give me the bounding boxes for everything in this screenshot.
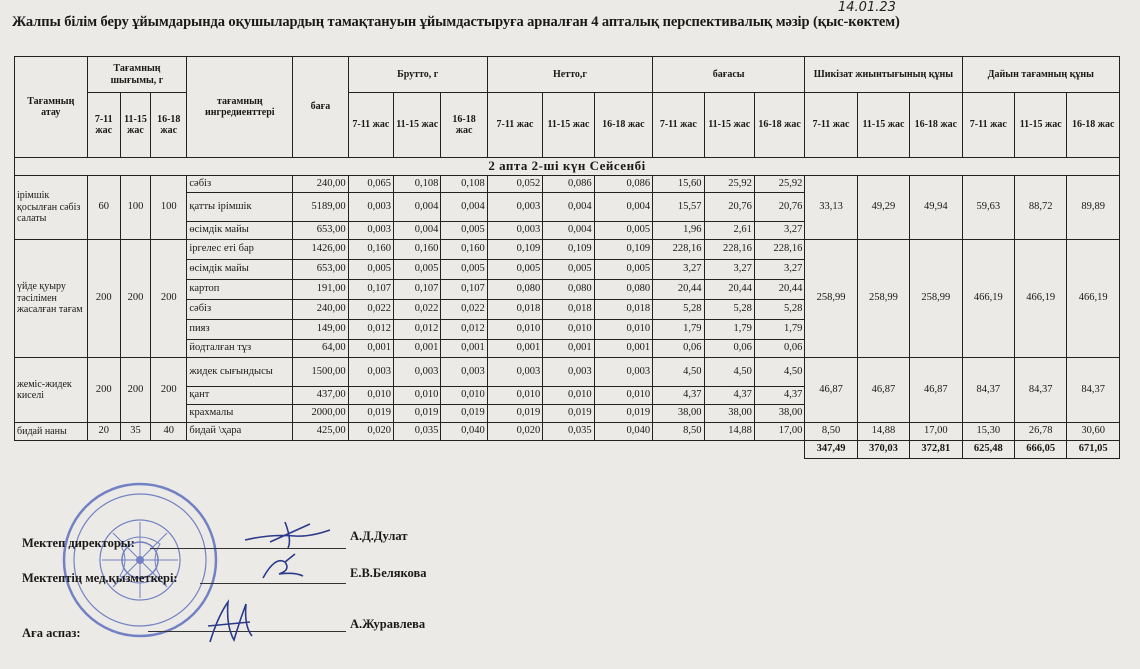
menu-table: [14, 56, 1120, 459]
ingredient-name: йодталған тұз: [187, 340, 293, 358]
age-header-cost: 16-18 жас: [754, 93, 804, 158]
cost-value: 5,28: [653, 300, 704, 320]
brutto-value: 0,003: [348, 358, 393, 387]
cost-value: 25,92: [754, 176, 804, 193]
dish-name: ірімшік қосылған сәбіз салаты: [15, 176, 88, 240]
netto-value: 0,019: [594, 405, 652, 423]
cost-value: 20,76: [704, 193, 754, 222]
cost-value: 14,88: [704, 423, 754, 441]
section-row: [15, 158, 1120, 176]
header-ready-price: Дайын тағамның құны: [962, 57, 1119, 93]
cost-value: 25,92: [704, 176, 754, 193]
ingredient-name: жидек сығындысы: [187, 358, 293, 387]
netto-value: 0,010: [594, 387, 652, 405]
total-ready-price: 666,05: [1015, 441, 1067, 459]
dish-yield: 100: [120, 176, 150, 240]
brutto-value: 0,022: [348, 300, 393, 320]
dish-name: үйде қуыру тәсілімен жасалған тағам: [15, 240, 88, 358]
netto-value: 0,018: [543, 300, 594, 320]
table-row: [15, 176, 1120, 193]
dish-yield: 40: [151, 423, 187, 441]
ingredient-name: пияз: [187, 320, 293, 340]
cost-value: 20,44: [704, 280, 754, 300]
cost-value: 4,50: [704, 358, 754, 387]
raw-total-value: 258,99: [857, 240, 909, 358]
age-header-yield: 16-18 жас: [151, 93, 187, 158]
cost-value: 3,27: [754, 260, 804, 280]
ingredient-price: 240,00: [293, 300, 348, 320]
raw-total-value: 14,88: [857, 423, 909, 441]
netto-value: 0,020: [487, 423, 542, 441]
netto-value: 0,109: [543, 240, 594, 260]
cost-value: 0,06: [704, 340, 754, 358]
age-header-ready-price: 11-15 жас: [1015, 93, 1067, 158]
ingredient-price: 425,00: [293, 423, 348, 441]
brutto-value: 0,040: [441, 423, 487, 441]
brutto-value: 0,022: [394, 300, 441, 320]
netto-value: 0,018: [487, 300, 542, 320]
director-signature-icon: [240, 512, 340, 552]
raw-total-value: 258,99: [805, 240, 857, 358]
netto-value: 0,040: [594, 423, 652, 441]
age-header-ready-price: 7-11 жас: [962, 93, 1014, 158]
ingredient-name: сәбіз: [187, 176, 293, 193]
brutto-value: 0,010: [441, 387, 487, 405]
cost-value: 4,50: [754, 358, 804, 387]
cost-value: 20,44: [754, 280, 804, 300]
header-price: бағa: [293, 57, 348, 158]
raw-total-value: 258,99: [910, 240, 962, 358]
ready-price-value: 466,19: [1015, 240, 1067, 358]
cost-value: 1,79: [653, 320, 704, 340]
brutto-value: 0,035: [394, 423, 441, 441]
ready-price-value: 84,37: [962, 358, 1014, 423]
brutto-value: 0,005: [441, 222, 487, 240]
netto-value: 0,019: [543, 405, 594, 423]
brutto-value: 0,108: [441, 176, 487, 193]
netto-value: 0,080: [487, 280, 542, 300]
netto-value: 0,003: [487, 358, 542, 387]
cost-value: 3,27: [704, 260, 754, 280]
age-header-brutto: 16-18 жас: [441, 93, 487, 158]
cost-value: 3,27: [754, 222, 804, 240]
brutto-value: 0,065: [348, 176, 393, 193]
total-raw-total: 347,49: [805, 441, 857, 459]
cost-value: 38,00: [653, 405, 704, 423]
raw-total-value: 49,29: [857, 176, 909, 240]
ingredient-name: қант: [187, 387, 293, 405]
cost-value: 20,76: [754, 193, 804, 222]
brutto-value: 0,003: [441, 358, 487, 387]
netto-value: 0,010: [487, 387, 542, 405]
medic-label: Мектептің мед.қызметкері:: [22, 571, 178, 585]
totals-spacer: [15, 441, 805, 459]
brutto-value: 0,108: [394, 176, 441, 193]
dish-yield: 200: [151, 358, 187, 423]
cost-value: 15,60: [653, 176, 704, 193]
brutto-value: 0,160: [348, 240, 393, 260]
age-header-ready-price: 16-18 жас: [1067, 93, 1120, 158]
age-header-netto: 11-15 жас: [543, 93, 594, 158]
ready-price-value: 466,19: [1067, 240, 1120, 358]
ready-price-value: 84,37: [1015, 358, 1067, 423]
brutto-value: 0,160: [441, 240, 487, 260]
netto-value: 0,018: [594, 300, 652, 320]
brutto-value: 0,003: [348, 222, 393, 240]
brutto-value: 0,004: [394, 193, 441, 222]
ready-price-value: 88,72: [1015, 176, 1067, 240]
ready-price-value: 59,63: [962, 176, 1014, 240]
ingredient-price: 191,00: [293, 280, 348, 300]
netto-value: 0,035: [543, 423, 594, 441]
ingredient-price: 240,00: [293, 176, 348, 193]
ready-price-value: 26,78: [1015, 423, 1067, 441]
ingredient-name: өсімдік майы: [187, 222, 293, 240]
cost-value: 38,00: [704, 405, 754, 423]
netto-value: 0,003: [487, 193, 542, 222]
cost-value: 228,16: [704, 240, 754, 260]
brutto-value: 0,020: [348, 423, 393, 441]
dish-name: бидай наны: [15, 423, 88, 441]
brutto-value: 0,005: [441, 260, 487, 280]
ingredient-name: сәбіз: [187, 300, 293, 320]
raw-total-value: 46,87: [805, 358, 857, 423]
document-title: Жалпы білім беру ұйымдарында оқушылардың тамақтануын ұйымдастыруға арналған 4 апталық перспективалық мәзір (қыс-көктем): [12, 14, 900, 30]
age-header-brutto: 11-15 жас: [394, 93, 441, 158]
brutto-value: 0,012: [441, 320, 487, 340]
ingredient-price: 653,00: [293, 222, 348, 240]
ingredient-name: өсімдік майы: [187, 260, 293, 280]
brutto-value: 0,019: [394, 405, 441, 423]
netto-value: 0,003: [487, 222, 542, 240]
brutto-value: 0,005: [394, 260, 441, 280]
brutto-value: 0,107: [441, 280, 487, 300]
cost-value: 2,61: [704, 222, 754, 240]
ingredient-price: 149,00: [293, 320, 348, 340]
cost-value: 15,57: [653, 193, 704, 222]
handwritten-date: 14.01.23: [838, 0, 896, 15]
netto-value: 0,010: [543, 320, 594, 340]
ingredient-name: қатты ірімшік: [187, 193, 293, 222]
brutto-value: 0,003: [348, 193, 393, 222]
netto-value: 0,052: [487, 176, 542, 193]
ingredient-price: 653,00: [293, 260, 348, 280]
cost-value: 0,06: [754, 340, 804, 358]
cost-value: 3,27: [653, 260, 704, 280]
ingredient-price: 5189,00: [293, 193, 348, 222]
brutto-value: 0,107: [394, 280, 441, 300]
cost-value: 1,79: [754, 320, 804, 340]
table-row: [15, 358, 1120, 387]
brutto-value: 0,019: [348, 405, 393, 423]
netto-value: 0,004: [594, 193, 652, 222]
total-raw-total: 370,03: [857, 441, 909, 459]
netto-value: 0,080: [594, 280, 652, 300]
dish-yield: 200: [120, 358, 150, 423]
netto-value: 0,019: [487, 405, 542, 423]
ready-price-value: 466,19: [962, 240, 1014, 358]
dish-yield: 200: [151, 240, 187, 358]
cost-value: 228,16: [653, 240, 704, 260]
cost-value: 1,96: [653, 222, 704, 240]
netto-value: 0,003: [594, 358, 652, 387]
netto-value: 0,001: [487, 340, 542, 358]
age-group-header-row: [15, 93, 1120, 158]
netto-value: 0,010: [543, 387, 594, 405]
cost-value: 38,00: [754, 405, 804, 423]
netto-value: 0,005: [594, 222, 652, 240]
ingredient-price: 2000,00: [293, 405, 348, 423]
ready-price-value: 30,60: [1067, 423, 1120, 441]
ready-price-value: 84,37: [1067, 358, 1120, 423]
netto-value: 0,080: [543, 280, 594, 300]
netto-value: 0,001: [543, 340, 594, 358]
ingredient-price: 64,00: [293, 340, 348, 358]
brutto-value: 0,010: [394, 387, 441, 405]
header-cost: бағасы: [653, 57, 805, 93]
header-netto: Нетто,г: [487, 57, 652, 93]
total-ready-price: 625,48: [962, 441, 1014, 459]
header-brutto: Брутто, г: [348, 57, 487, 93]
brutto-value: 0,160: [394, 240, 441, 260]
ingredient-price: 1426,00: [293, 240, 348, 260]
dish-yield: 20: [87, 423, 120, 441]
dish-yield: 100: [151, 176, 187, 240]
netto-value: 0,004: [543, 222, 594, 240]
raw-total-value: 49,94: [910, 176, 962, 240]
age-header-yield: 11-15 жас: [120, 93, 150, 158]
total-raw-total: 372,81: [910, 441, 962, 459]
medic-signature-icon: [255, 550, 315, 584]
raw-total-value: 46,87: [910, 358, 962, 423]
netto-value: 0,086: [594, 176, 652, 193]
brutto-value: 0,012: [394, 320, 441, 340]
brutto-value: 0,010: [348, 387, 393, 405]
age-header-raw-total: 11-15 жас: [857, 93, 909, 158]
age-header-brutto: 7-11 жас: [348, 93, 393, 158]
dish-yield: 35: [120, 423, 150, 441]
totals-row: [15, 441, 1120, 459]
netto-value: 0,109: [487, 240, 542, 260]
dish-yield: 200: [87, 240, 120, 358]
table-row: [15, 423, 1120, 441]
netto-value: 0,086: [543, 176, 594, 193]
brutto-value: 0,003: [394, 358, 441, 387]
school-stamp-icon: [60, 480, 220, 640]
table-row: [15, 240, 1120, 260]
cost-value: 5,28: [704, 300, 754, 320]
netto-value: 0,010: [594, 320, 652, 340]
header-yield: Тағамның шығымы, г: [87, 57, 187, 93]
ready-price-value: 15,30: [962, 423, 1014, 441]
age-header-netto: 16-18 жас: [594, 93, 652, 158]
age-header-netto: 7-11 жас: [487, 93, 542, 158]
netto-value: 0,001: [594, 340, 652, 358]
cost-value: 8,50: [653, 423, 704, 441]
brutto-value: 0,005: [348, 260, 393, 280]
dish-name: жеміс-жидек киселі: [15, 358, 88, 423]
age-header-raw-total: 16-18 жас: [910, 93, 962, 158]
brutto-value: 0,022: [441, 300, 487, 320]
age-header-cost: 11-15 жас: [704, 93, 754, 158]
cost-value: 5,28: [754, 300, 804, 320]
director-name: А.Д.Дулат: [350, 529, 408, 543]
raw-total-value: 33,13: [805, 176, 857, 240]
dish-yield: 200: [87, 358, 120, 423]
ingredient-name: картоп: [187, 280, 293, 300]
cost-value: 20,44: [653, 280, 704, 300]
ingredient-name: іргелес еті бар: [187, 240, 293, 260]
ingredient-price: 437,00: [293, 387, 348, 405]
total-ready-price: 671,05: [1067, 441, 1120, 459]
brutto-value: 0,001: [348, 340, 393, 358]
netto-value: 0,005: [594, 260, 652, 280]
cost-value: 4,37: [754, 387, 804, 405]
dish-yield: 60: [87, 176, 120, 240]
dish-yield: 200: [120, 240, 150, 358]
ingredient-name: бидай \ҳара: [187, 423, 293, 441]
brutto-value: 0,001: [441, 340, 487, 358]
chef-name: А.Журавлева: [350, 617, 426, 631]
ingredient-name: крахмалы: [187, 405, 293, 423]
chef-label: Аға аспаз:: [22, 626, 81, 640]
cost-value: 0,06: [653, 340, 704, 358]
header-raw-total: Шикізат жиынтығының құны: [805, 57, 962, 93]
director-label: Мектеп директоры:: [22, 536, 135, 550]
raw-total-value: 46,87: [857, 358, 909, 423]
brutto-value: 0,004: [394, 222, 441, 240]
netto-value: 0,010: [487, 320, 542, 340]
ready-price-value: 89,89: [1067, 176, 1120, 240]
brutto-value: 0,004: [441, 193, 487, 222]
header-ingredients: тағамның ингредиенттері: [187, 57, 293, 158]
medic-name: Е.В.Белякова: [350, 566, 427, 580]
raw-total-value: 8,50: [805, 423, 857, 441]
header-dish-name: Тағамның атау: [15, 57, 88, 158]
brutto-value: 0,107: [348, 280, 393, 300]
netto-value: 0,003: [543, 358, 594, 387]
brutto-value: 0,001: [394, 340, 441, 358]
netto-value: 0,004: [543, 193, 594, 222]
cost-value: 4,50: [653, 358, 704, 387]
age-header-yield: 7-11 жас: [87, 93, 120, 158]
netto-value: 0,005: [543, 260, 594, 280]
netto-value: 0,109: [594, 240, 652, 260]
cost-value: 17,00: [754, 423, 804, 441]
chef-signature-icon: [200, 596, 260, 648]
ingredient-price: 1500,00: [293, 358, 348, 387]
brutto-value: 0,012: [348, 320, 393, 340]
age-header-raw-total: 7-11 жас: [805, 93, 857, 158]
cost-value: 4,37: [653, 387, 704, 405]
cost-value: 228,16: [754, 240, 804, 260]
brutto-value: 0,019: [441, 405, 487, 423]
netto-value: 0,005: [487, 260, 542, 280]
cost-value: 1,79: [704, 320, 754, 340]
age-header-cost: 7-11 жас: [653, 93, 704, 158]
section-label: 2 апта 2-ші күн Сейсенбі: [15, 158, 1120, 176]
cost-value: 4,37: [704, 387, 754, 405]
raw-total-value: 17,00: [910, 423, 962, 441]
